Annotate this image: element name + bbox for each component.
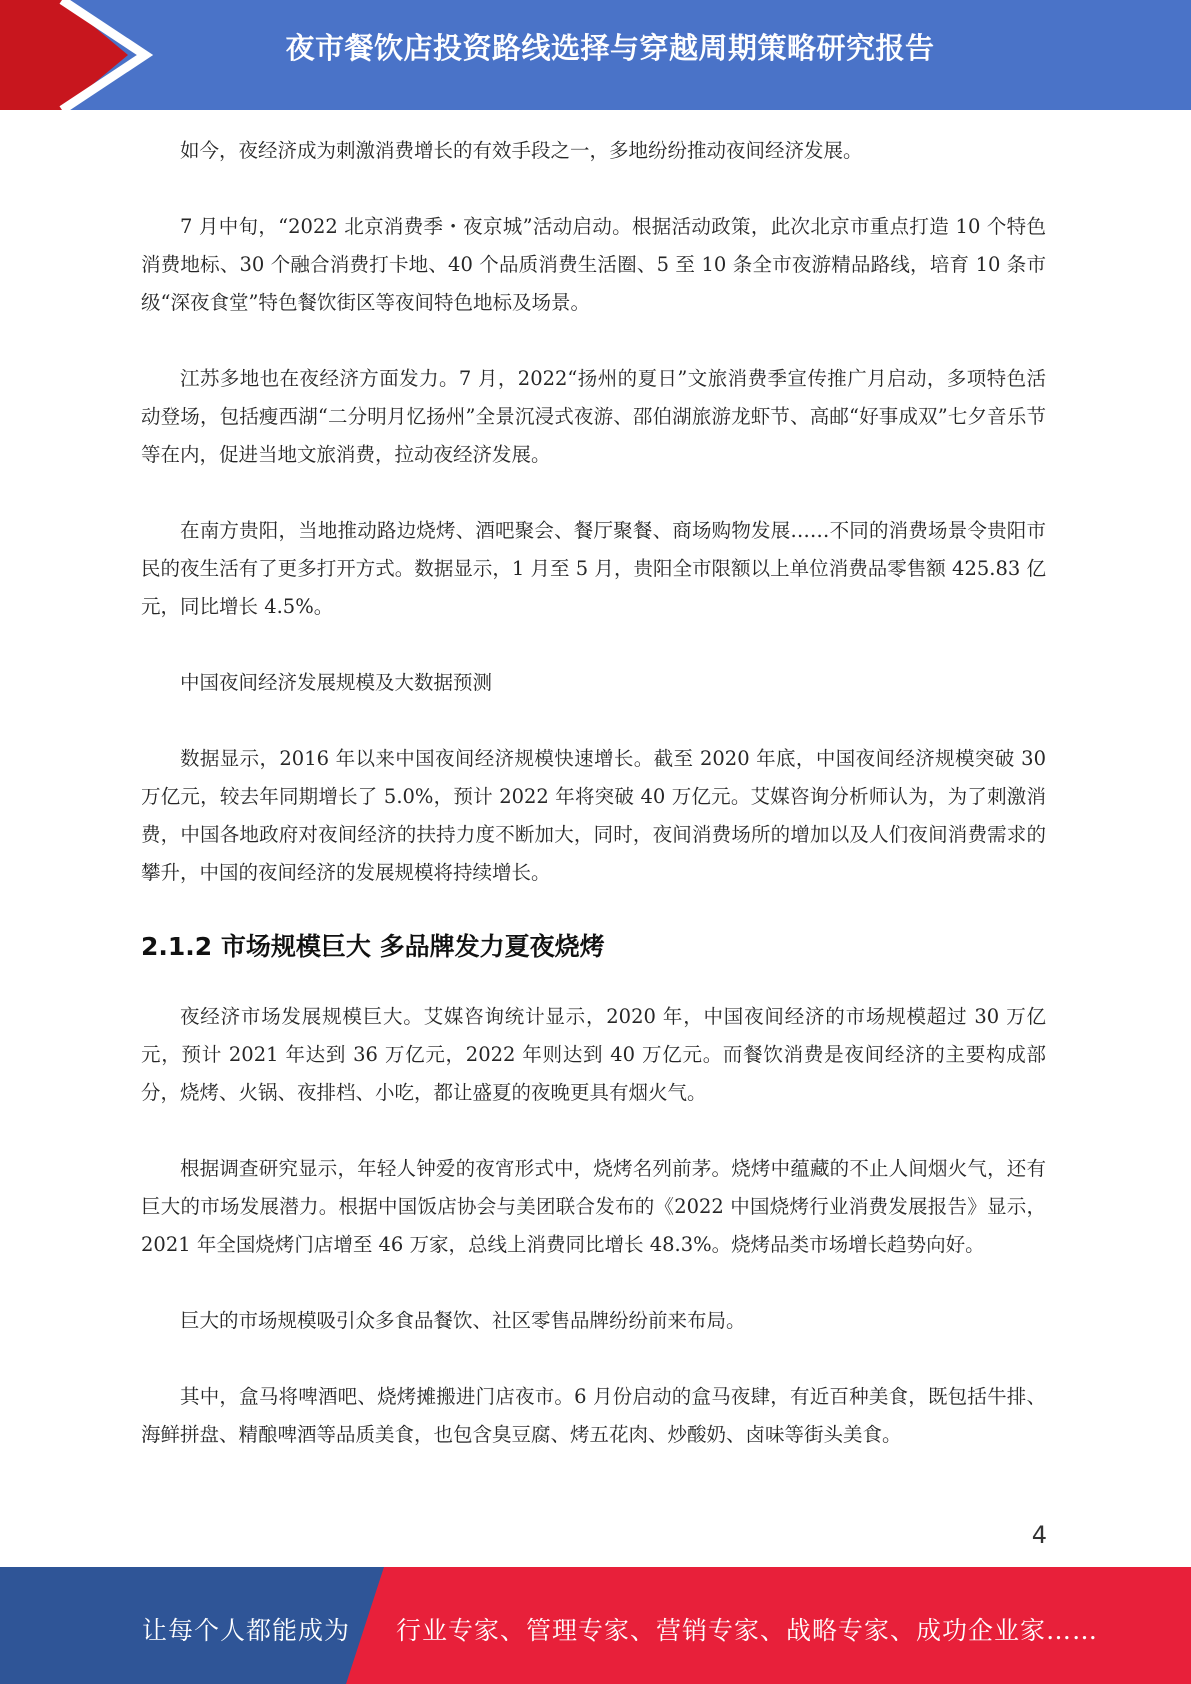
header-band xyxy=(0,0,1191,110)
report-title: 夜市餐饮店投资路线选择与穿越周期策略研究报告 xyxy=(285,31,935,65)
footer-band xyxy=(0,1567,1191,1684)
paragraph: 江苏多地也在夜经济方面发力。7 月，2022“扬州的夏日”文旅消费季宣传推广月启动，多项特色活动登场，包括瘦西湖“二分明月忆扬州”全景沉浸式夜游、邵伯湖旅游龙虾节、高邮“好事成双”七夕音乐节等在内，促进当地文旅消费，拉动夜经济发展。 xyxy=(141,367,1046,466)
document-body xyxy=(141,132,1046,1492)
header-arrow-decoration xyxy=(0,0,160,110)
paragraph: 如今，夜经济成为刺激消费增长的有效手段之一，多地纷纷推动夜间经济发展。 xyxy=(180,139,863,162)
paragraph: 其中，盒马将啤酒吧、烧烤摊搬进门店夜市。6 月份启动的盒马夜肆，有近百种美食，既包括牛排、海鲜拼盘、精酿啤酒等品质美食，也包含臭豆腐、烤五花肉、炒酸奶、卤味等街头美食。 xyxy=(141,1385,1046,1446)
paragraph: 7 月中旬，“2022 北京消费季・夜京城”活动启动。根据活动政策，此次北京市重点打造 10 个特色消费地标、30 个融合消费打卡地、40 个品质消费生活圈、5 至 10 条全市夜游精品路线，培育 10 条市级“深夜食堂”特色餐饮街区等夜间特色地标及场景。 xyxy=(141,215,1046,314)
section-heading: 2.1.2 市场规模巨大 多品牌发力夏夜烧烤 xyxy=(141,932,605,961)
page-number: 4 xyxy=(1031,1521,1047,1549)
paragraph: 数据显示，2016 年以来中国夜间经济规模快速增长。截至 2020 年底，中国夜间经济规模突破 30 万亿元，较去年同期增长了 5.0%，预计 2022 年将突破 40 万亿元。艾媒咨询分析师认为，为了刺激消费，中国各地政府对夜间经济的扶持力度不断加大，同时，夜间消费场所的增加以及人们夜间消费需求的攀升，中国的夜间经济的发展规模将持续增长。 xyxy=(141,747,1046,884)
footer-slogan-right: 行业专家、管理专家、营销专家、战略专家、成功企业家…… xyxy=(396,1616,1099,1645)
paragraph: 中国夜间经济发展规模及大数据预测 xyxy=(180,671,493,694)
paragraph: 根据调查研究显示，年轻人钟爱的夜宵形式中，烧烤名列前茅。烧烤中蕴藏的不止人间烟火气，还有巨大的市场发展潜力。根据中国饭店协会与美团联合发布的《2022 中国烧烤行业消费发展报告》显示，2021 年全国烧烤门店增至 46 万家，总线上消费同比增长 48.3%。烧烤品类市场增长趋势向好。 xyxy=(141,1157,1046,1256)
paragraph: 在南方贵阳，当地推动路边烧烤、酒吧聚会、餐厅聚餐、商场购物发展……不同的消费场景令贵阳市民的夜生活有了更多打开方式。数据显示，1 月至 5 月，贵阳全市限额以上单位消费品零售额 425.83 亿元，同比增长 4.5%。 xyxy=(141,519,1046,618)
footer-slogan-left: 让每个人都能成为 xyxy=(142,1616,351,1645)
paragraph: 巨大的市场规模吸引众多食品餐饮、社区零售品牌纷纷前来布局。 xyxy=(180,1309,746,1332)
paragraph: 夜经济市场发展规模巨大。艾媒咨询统计显示，2020 年，中国夜间经济的市场规模超过 30 万亿元，预计 2021 年达到 36 万亿元，2022 年则达到 40 万亿元。而餐饮消费是夜间经济的主要构成部分，烧烤、火锅、夜排档、小吃，都让盛夏的夜晚更具有烟火气。 xyxy=(141,1005,1046,1104)
